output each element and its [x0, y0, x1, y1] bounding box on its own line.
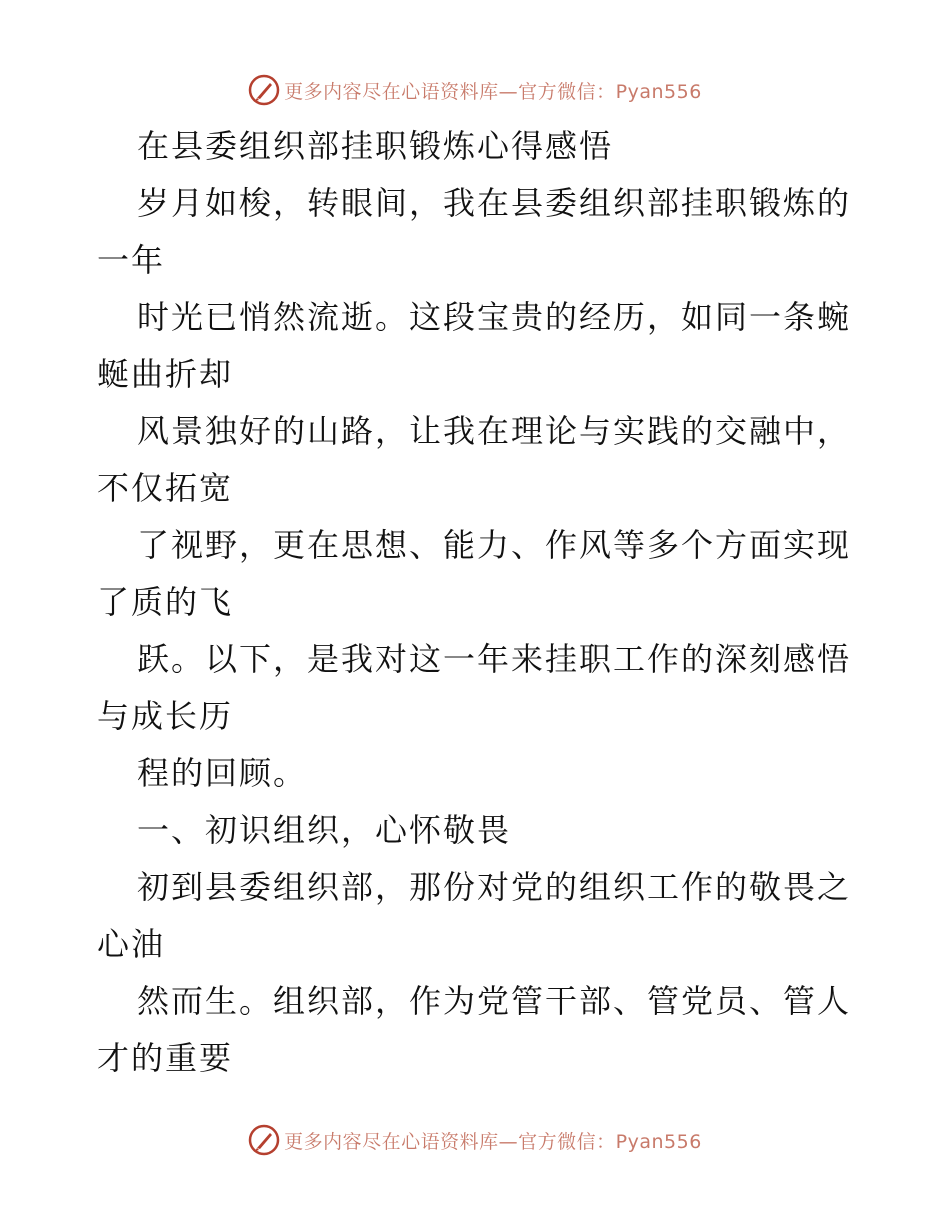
text-line: 了质的飞 [97, 583, 234, 621]
text-line: 一年 [97, 241, 166, 279]
text-line: 与成长历 [97, 697, 234, 735]
footer-watermark-banner [0, 1120, 950, 1160]
text-line: 才的重要 [97, 1039, 234, 1077]
text-line: 时光已悄然流逝。这段宝贵的经历，如同一条蜿 [137, 298, 852, 336]
text-line: 蜒曲折却 [97, 355, 234, 393]
quill-pen-logo-icon [248, 1124, 280, 1156]
text-line: 跃。以下，是我对这一年来挂职工作的深刻感悟 [137, 640, 852, 678]
document-body [97, 118, 857, 1087]
text-line: 岁月如梭，转眼间，我在县委组织部挂职锻炼的 [137, 184, 852, 222]
watermark-text: 更多内容尽在心语资料库—官方微信：Pyan556 [284, 80, 702, 103]
header-watermark-banner [0, 70, 950, 110]
text-line: 程的回顾。 [137, 754, 308, 792]
document-title: 在县委组织部挂职锻炼心得感悟 [137, 127, 614, 165]
text-line: 风景独好的山路，让我在理论与实践的交融中， [137, 412, 852, 450]
text-line: 然而生。组织部，作为党管干部、管党员、管人 [137, 982, 852, 1020]
quill-pen-logo-icon [248, 74, 280, 106]
text-line: 一、初识组织，心怀敬畏 [137, 811, 512, 849]
text-line: 不仅拓宽 [97, 469, 234, 507]
watermark-text: 更多内容尽在心语资料库—官方微信：Pyan556 [284, 1130, 702, 1153]
text-line: 了视野，更在思想、能力、作风等多个方面实现 [137, 526, 852, 564]
text-line: 心油 [97, 925, 166, 963]
text-line: 初到县委组织部，那份对党的组织工作的敬畏之 [137, 868, 852, 906]
